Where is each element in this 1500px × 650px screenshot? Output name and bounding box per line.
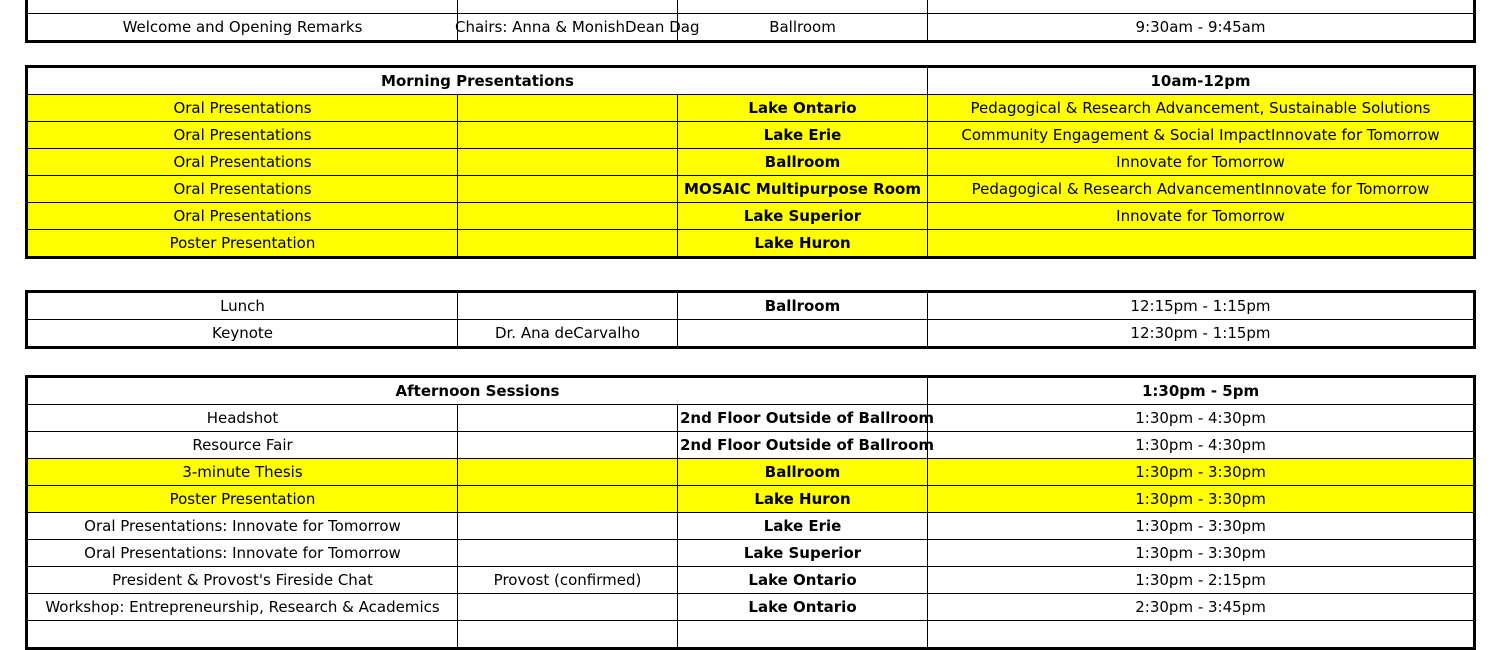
opening-table	[25, 0, 1476, 43]
section-time: 1:30pm - 5pm	[928, 377, 1475, 405]
table-row	[27, 320, 1475, 348]
person-cell	[458, 513, 678, 540]
table-row	[27, 432, 1475, 459]
event-cell: Oral Presentations	[27, 95, 458, 122]
event-cell: Headshot	[27, 405, 458, 432]
person-cell	[458, 459, 678, 486]
location-cell: Lake Ontario	[678, 567, 928, 594]
time-cell: 2:30pm - 3:45pm	[928, 594, 1475, 621]
location-cell: Lake Erie	[678, 513, 928, 540]
theme-cell: Pedagogical & Research AdvancementInnovate for Tomorrow	[928, 176, 1475, 203]
table-row	[27, 405, 1475, 432]
person-cell	[458, 621, 678, 649]
event-cell: Oral Presentations	[27, 122, 458, 149]
location-cell	[678, 320, 928, 348]
person-cell: Provost (confirmed)	[458, 567, 678, 594]
section-time: 10am-12pm	[928, 67, 1475, 95]
event-cell: Oral Presentations	[27, 203, 458, 230]
section-title: Afternoon Sessions	[27, 377, 928, 405]
location-cell: Lake Ontario	[678, 95, 928, 122]
theme-cell: Pedagogical & Research Advancement, Sustainable Solutions	[928, 95, 1475, 122]
event-cell: President & Provost's Fireside Chat	[27, 567, 458, 594]
person-cell	[458, 486, 678, 513]
table-row	[27, 95, 1475, 122]
time-cell: 1:30pm - 3:30pm	[928, 513, 1475, 540]
location-cell: Ballroom	[678, 14, 928, 42]
table-row	[27, 540, 1475, 567]
table-row	[27, 486, 1475, 513]
table-row	[27, 567, 1475, 594]
location-cell: Lake Huron	[678, 230, 928, 258]
person-cell	[458, 594, 678, 621]
person-cell: Chairs: Anna & MonishDean Dag	[458, 14, 678, 42]
table-row	[27, 122, 1475, 149]
table-row	[27, 149, 1475, 176]
afternoon-table	[25, 375, 1476, 650]
location-cell: Ballroom	[678, 292, 928, 320]
location-cell: Lake Huron	[678, 486, 928, 513]
theme-cell: Community Engagement & Social ImpactInnovate for Tomorrow	[928, 122, 1475, 149]
event-cell: Oral Presentations: Innovate for Tomorrow	[27, 540, 458, 567]
location-cell: 2nd Floor Outside of Ballroom	[678, 405, 928, 432]
location-cell: Lake Ontario	[678, 594, 928, 621]
person-cell	[458, 149, 678, 176]
event-cell: Poster Presentation	[27, 486, 458, 513]
person-cell	[458, 230, 678, 258]
location-cell: MOSAIC Multipurpose Room	[678, 176, 928, 203]
morning-table	[25, 65, 1476, 259]
person-cell: Dr. Ana deCarvalho	[458, 320, 678, 348]
person-cell	[458, 176, 678, 203]
table-row	[27, 14, 1475, 42]
person-cell	[458, 292, 678, 320]
section-header-row	[27, 67, 1475, 95]
table-row	[27, 621, 1475, 649]
time-cell: 1:30pm - 3:30pm	[928, 459, 1475, 486]
location-cell: Lake Superior	[678, 540, 928, 567]
table-row	[27, 594, 1475, 621]
event-cell: Resource Fair	[27, 432, 458, 459]
time-cell: 12:30pm - 1:15pm	[928, 320, 1475, 348]
event-cell: Lunch	[27, 292, 458, 320]
person-cell	[458, 432, 678, 459]
section-header-row	[27, 377, 1475, 405]
table-row	[27, 230, 1475, 258]
location-cell: Lake Erie	[678, 122, 928, 149]
table-row	[27, 0, 1475, 14]
time-cell: 1:30pm - 4:30pm	[928, 432, 1475, 459]
table-row	[27, 459, 1475, 486]
theme-cell: Innovate for Tomorrow	[928, 203, 1475, 230]
lunch-table	[25, 290, 1476, 349]
person-cell	[458, 405, 678, 432]
person-cell	[458, 540, 678, 567]
event-cell: Oral Presentations	[27, 176, 458, 203]
theme-cell: Innovate for Tomorrow	[928, 149, 1475, 176]
event-cell: Oral Presentations	[27, 149, 458, 176]
event-cell: Poster Presentation	[27, 230, 458, 258]
table-row	[27, 203, 1475, 230]
location-cell: Lake Superior	[678, 203, 928, 230]
time-cell: 12:15pm - 1:15pm	[928, 292, 1475, 320]
location-cell: Ballroom	[678, 149, 928, 176]
time-cell: 1:30pm - 2:15pm	[928, 567, 1475, 594]
table-row	[27, 176, 1475, 203]
time-cell	[928, 621, 1475, 649]
location-cell: Ballroom	[678, 459, 928, 486]
table-row	[27, 513, 1475, 540]
location-cell	[678, 621, 928, 649]
time-cell: 1:30pm - 4:30pm	[928, 405, 1475, 432]
event-cell: Keynote	[27, 320, 458, 348]
person-cell	[458, 122, 678, 149]
event-cell: Oral Presentations: Innovate for Tomorrow	[27, 513, 458, 540]
event-cell	[27, 621, 458, 649]
event-cell: 3-minute Thesis	[27, 459, 458, 486]
location-cell: 2nd Floor Outside of Ballroom	[678, 432, 928, 459]
person-cell	[458, 203, 678, 230]
section-title: Morning Presentations	[27, 67, 928, 95]
event-cell: Workshop: Entrepreneurship, Research & Academics	[27, 594, 458, 621]
time-cell: 9:30am - 9:45am	[928, 14, 1475, 42]
time-cell: 1:30pm - 3:30pm	[928, 486, 1475, 513]
person-cell	[458, 95, 678, 122]
event-cell: Welcome and Opening Remarks	[27, 14, 458, 42]
theme-cell	[928, 230, 1475, 258]
table-row	[27, 292, 1475, 320]
time-cell: 1:30pm - 3:30pm	[928, 540, 1475, 567]
